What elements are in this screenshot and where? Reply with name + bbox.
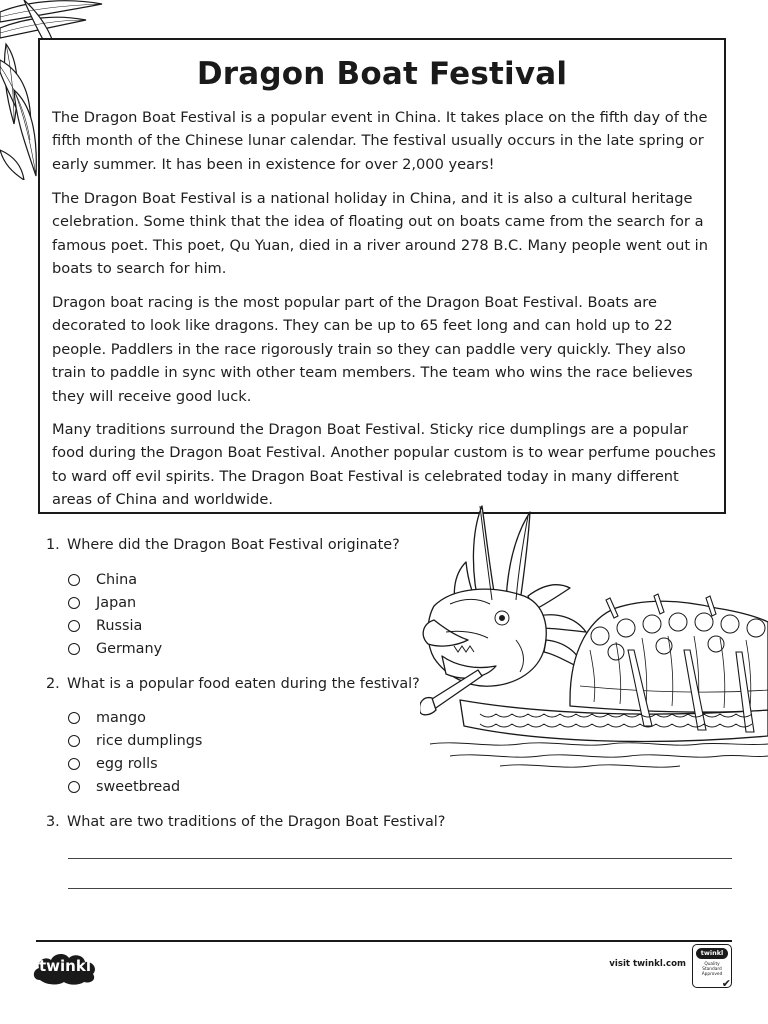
q2-option-egg-rolls[interactable] bbox=[68, 754, 158, 774]
q1-option-japan[interactable] bbox=[68, 593, 136, 613]
question-3 bbox=[46, 814, 445, 830]
q2-option-sweetbread[interactable] bbox=[68, 777, 180, 797]
radio-circle-icon[interactable] bbox=[68, 597, 80, 609]
option-label: rice dumplings bbox=[96, 733, 203, 749]
option-label: Germany bbox=[96, 641, 163, 657]
q2-option-mango[interactable] bbox=[68, 708, 146, 728]
logo-text: twinkl bbox=[39, 957, 91, 975]
option-label: China bbox=[96, 572, 138, 588]
option-label: egg rolls bbox=[96, 756, 158, 772]
option-label: Russia bbox=[96, 618, 143, 634]
question-1 bbox=[46, 537, 400, 553]
question-1-number: 1. bbox=[46, 537, 60, 553]
badge-title: twinkl bbox=[696, 948, 728, 959]
option-label: Japan bbox=[96, 595, 137, 611]
radio-circle-icon[interactable] bbox=[68, 574, 80, 586]
radio-circle-icon[interactable] bbox=[68, 758, 80, 770]
page-title: Dragon Boat Festival bbox=[196, 56, 568, 92]
q1-option-germany[interactable] bbox=[68, 639, 162, 659]
paragraph-3: Dragon boat racing is the most popular part of the Dragon Boat Festival. Boats are decorated to look like dragons. They can be up to 65 feet long and can hold up to 22 people. Paddlers in the race rigorously train so they can paddle very quickly. They also train to paddle in sync with other team members. The team who wins the race believes they will receive good luck. bbox=[52, 294, 693, 405]
paragraph-1: The Dragon Boat Festival is a popular event in China. It takes place on the fifth day of the fifth month of the Chinese lunar calendar. The festival usually occurs in the late spring or early summer. It has been in existence for over 2,000 years! bbox=[52, 109, 708, 173]
question-1-text: Where did the Dragon Boat Festival originate? bbox=[67, 537, 400, 553]
radio-circle-icon[interactable] bbox=[68, 620, 80, 632]
radio-circle-icon[interactable] bbox=[68, 712, 80, 724]
quality-standard-badge bbox=[692, 944, 732, 988]
badge-line-1: Quality Standard bbox=[702, 962, 722, 973]
twinkl-logo bbox=[32, 950, 98, 986]
badge-text bbox=[694, 962, 730, 978]
radio-circle-icon[interactable] bbox=[68, 781, 80, 793]
badge-line-2: Approved bbox=[701, 972, 723, 978]
radio-circle-icon[interactable] bbox=[68, 643, 80, 655]
option-label: mango bbox=[96, 710, 146, 726]
radio-circle-icon[interactable] bbox=[68, 735, 80, 747]
option-label: sweetbread bbox=[96, 779, 181, 795]
question-2-number: 2. bbox=[46, 676, 60, 692]
question-3-text: What are two traditions of the Dragon Boat Festival? bbox=[67, 814, 446, 830]
q1-option-china[interactable] bbox=[68, 570, 137, 590]
answer-line-2[interactable] bbox=[68, 888, 732, 889]
reading-passage-box bbox=[38, 38, 726, 514]
question-2 bbox=[46, 676, 420, 692]
dragon-boat-illustration-icon bbox=[420, 500, 768, 770]
q2-option-rice-dumplings[interactable] bbox=[68, 731, 202, 751]
answer-line-1[interactable] bbox=[68, 858, 732, 859]
footer-divider bbox=[36, 940, 732, 942]
visit-link[interactable]: visit twinkl.com bbox=[609, 959, 686, 969]
q1-option-russia[interactable] bbox=[68, 616, 142, 636]
paragraph-4: Many traditions surround the Dragon Boat Festival. Sticky rice dumplings are a popular food during the Dragon Boat Festival. Another popular custom is to wear perfume pouches to ward off evil spirits. The Dragon Boat Festival is celebrated today in many different areas of China and worldwide. bbox=[52, 421, 716, 509]
paragraph-2: The Dragon Boat Festival is a national holiday in China, and it is also a cultural heritage celebration. Some think that the idea of floating out on boats came from the search for a famous poet. This poet, Qu Yuan, died in a river around 278 B.C. Many people went out in boats to search for him. bbox=[52, 190, 708, 278]
check-mark-icon: ✔ bbox=[721, 977, 731, 990]
question-3-number: 3. bbox=[46, 814, 60, 830]
question-2-text: What is a popular food eaten during the festival? bbox=[67, 676, 420, 692]
